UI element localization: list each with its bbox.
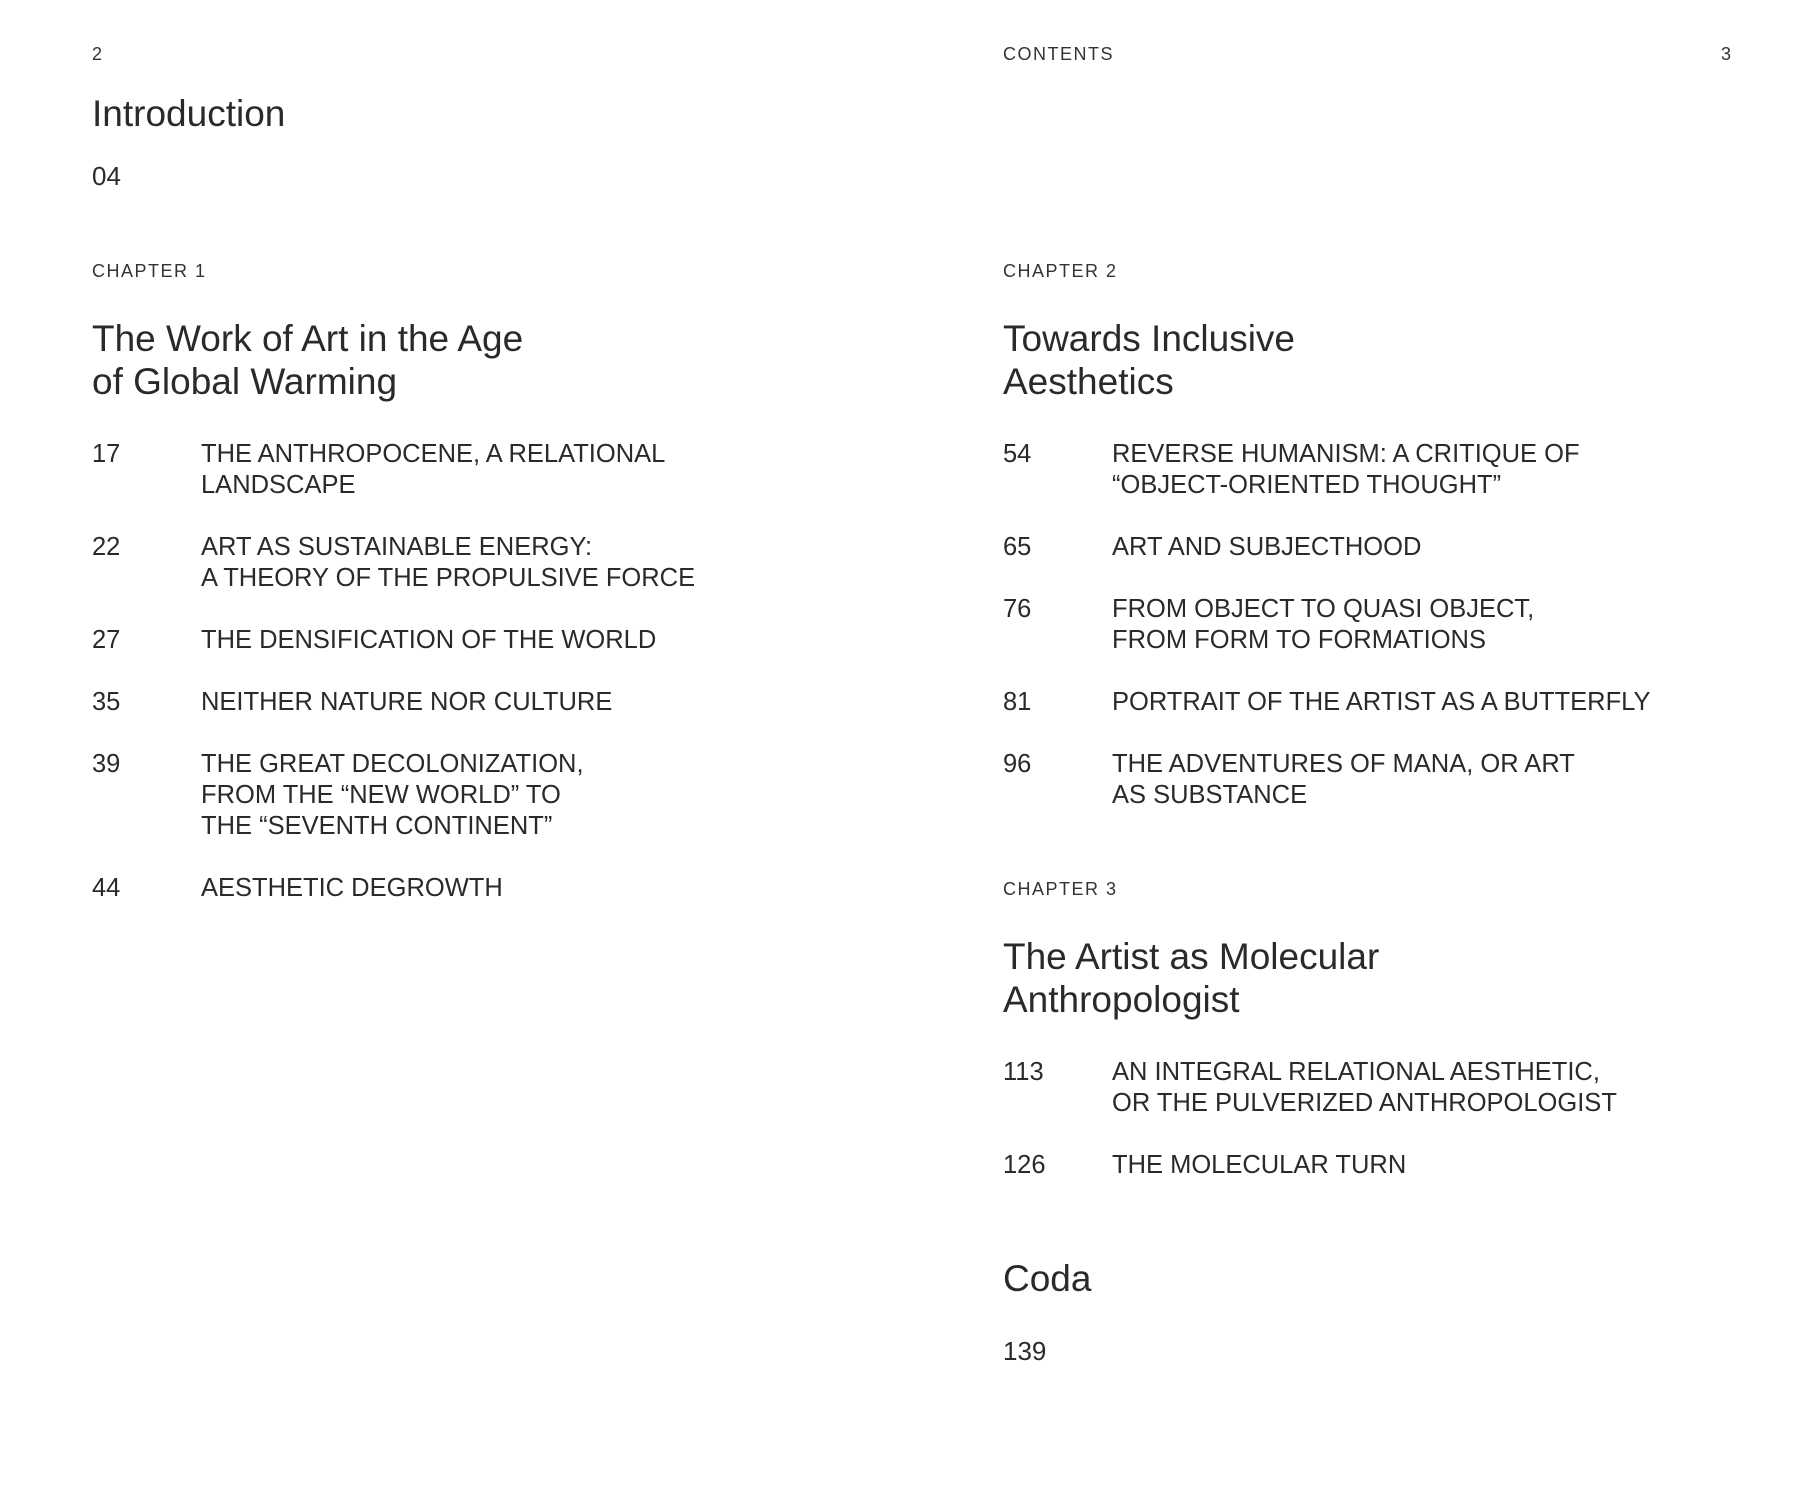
toc-entry-title: NEITHER NATURE NOR CULTURE xyxy=(201,688,613,716)
toc-entry-title: THE ANTHROPOCENE, A RELATIONAL LANDSCAPE xyxy=(201,440,666,499)
right-page-number: 3 xyxy=(1721,44,1733,64)
toc-entry-title: PORTRAIT OF THE ARTIST AS A BUTTERFLY xyxy=(1112,688,1651,716)
toc-entry-page: 113 xyxy=(1003,1058,1044,1086)
chapter-2-label: CHAPTER 2 xyxy=(1003,261,1118,281)
chapter-1-label: CHAPTER 1 xyxy=(92,261,207,281)
toc-entry-page: 54 xyxy=(1003,440,1032,468)
toc-entry-title: ART AS SUSTAINABLE ENERGY: A THEORY OF THE PROPULSIVE FORCE xyxy=(201,533,696,592)
toc-entry-title: REVERSE HUMANISM: A CRITIQUE OF “OBJECT-ORIENTED THOUGHT” xyxy=(1112,440,1580,499)
chapter-3-title-line-1: The Artist as Molecular xyxy=(1003,936,1380,977)
toc-entry-page: 76 xyxy=(1003,595,1032,623)
chapter-1-title-line-1: The Work of Art in the Age xyxy=(92,318,524,359)
toc-entry-title: THE ADVENTURES OF MANA, OR ART AS SUBSTANCE xyxy=(1112,750,1575,809)
toc-entry-page: 39 xyxy=(92,750,121,778)
toc-entry-page: 65 xyxy=(1003,533,1032,561)
coda-page-number: 139 xyxy=(1003,1336,1047,1366)
toc-entry-page: 96 xyxy=(1003,750,1032,778)
toc-entry-title: ART AND SUBJECTHOOD xyxy=(1112,533,1422,561)
chapter-3-title-line-2: Anthropologist xyxy=(1003,979,1240,1020)
chapter-3-title xyxy=(1003,935,1379,1021)
toc-entry-title: AESTHETIC DEGROWTH xyxy=(201,874,503,902)
coda-title: Coda xyxy=(1003,1258,1092,1299)
introduction-title: Introduction xyxy=(92,93,286,134)
chapter-2-title xyxy=(1003,317,1295,403)
introduction-page-number: 04 xyxy=(92,161,121,191)
toc-entry-page: 44 xyxy=(92,874,121,902)
running-head: CONTENTS xyxy=(1003,44,1114,64)
toc-entry-page: 22 xyxy=(92,533,121,561)
chapter-2-title-line-2: Aesthetics xyxy=(1003,361,1174,402)
toc-entry-page: 27 xyxy=(92,626,121,654)
chapter-3-label: CHAPTER 3 xyxy=(1003,879,1118,899)
toc-entry-title: AN INTEGRAL RELATIONAL AESTHETIC, OR THE PULVERIZED ANTHROPOLOGIST xyxy=(1112,1058,1617,1117)
chapter-1-title xyxy=(92,317,523,403)
chapter-2-title-line-1: Towards Inclusive xyxy=(1003,318,1296,359)
toc-entry-title: FROM OBJECT TO QUASI OBJECT, FROM FORM TO FORMATIONS xyxy=(1112,595,1535,654)
toc-entry-title: THE DENSIFICATION OF THE WORLD xyxy=(201,626,657,654)
toc-entry-page: 17 xyxy=(92,440,121,468)
toc-entry-title: THE GREAT DECOLONIZATION, FROM THE “NEW WORLD” TO THE “SEVENTH CONTINENT” xyxy=(201,750,584,840)
toc-entry-page: 81 xyxy=(1003,688,1032,716)
chapter-1-title-line-2: of Global Warming xyxy=(92,361,398,402)
toc-entry-page: 126 xyxy=(1003,1151,1046,1179)
toc-entry-title: THE MOLECULAR TURN xyxy=(1112,1151,1407,1179)
toc-entry-page: 35 xyxy=(92,688,121,716)
left-page-number: 2 xyxy=(92,44,104,64)
